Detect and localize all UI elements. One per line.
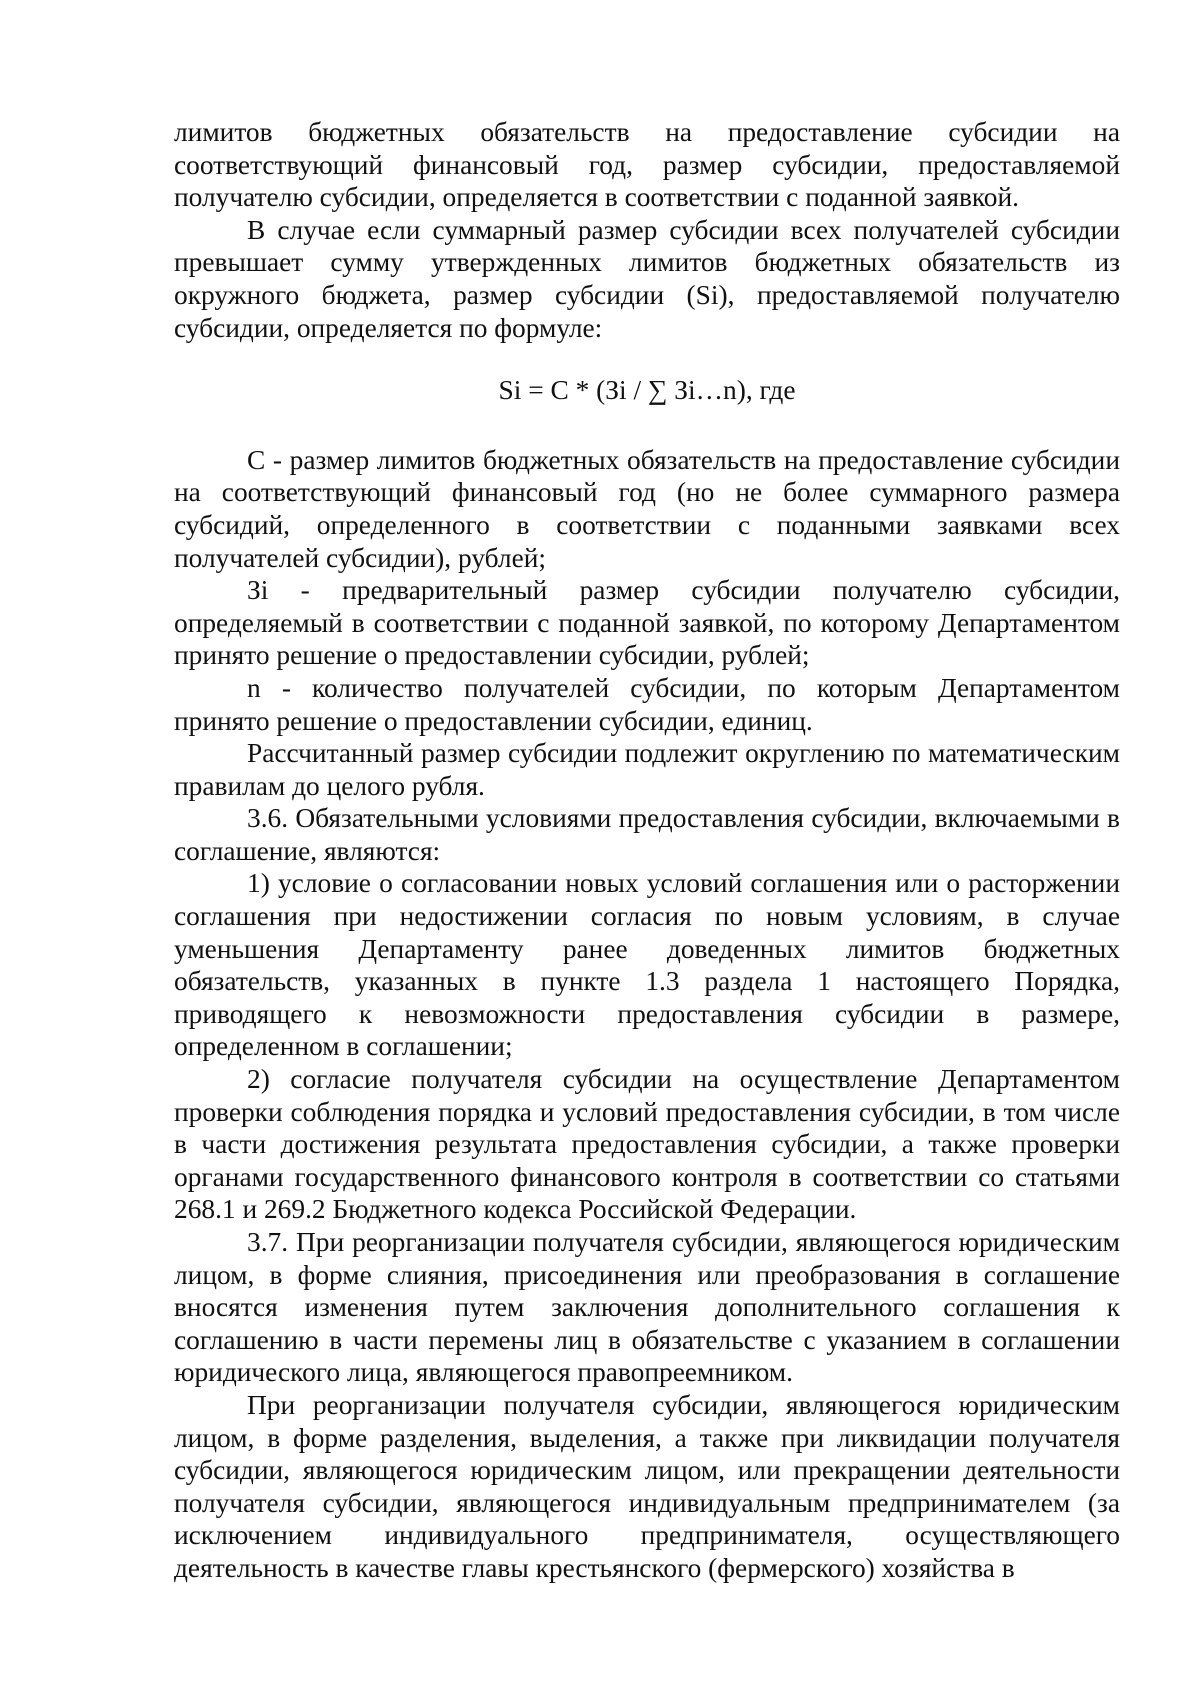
paragraph-condition-1: 1) условие о согласовании новых условий соглашения или о расторжении соглашения при недостижении согласия по новым условиям, в случае уменьшения Департаменту ранее доведенных лимитов бюджетных обязательств, указанных в пункте 1.3 раздела 1 настоящего Порядка, приводящего к невозможности предоставления субсидии в размере, определенном в соглашении; — [174, 868, 1120, 1062]
paragraph-zi-definition: Зi - предварительный размер субсидии получателю субсидии, определяемый в соответствии с поданной заявкой, по которому Департаментом принято решение о предоставлении субсидии, рублей; — [174, 575, 1120, 671]
paragraph-limits-continuation: лимитов бюджетных обязательств на предоставление субсидии на соответствующий финансовый год, размер субсидии, предоставляемой получателю субсидии, определяется в соответствии с поданной заявкой. — [174, 117, 1120, 213]
paragraph-rounding: Рассчитанный размер субсидии подлежит округлению по математическим правилам до целого рубля. — [174, 738, 1120, 801]
paragraph-n-definition: n - количество получателей субсидии, по которым Департаментом принято решение о предоставлении субсидии, единиц. — [174, 672, 1120, 736]
paragraph-3-7: 3.7. При реорганизации получателя субсидии, являющегося юридическим лицом, в форме слияния, присоединения или преобразования в соглашение вносятся изменения путем заключения дополнительного соглашения к соглашению в части перемены лиц в обязательстве с указанием в соглашении юридического лица, являющегося правопреемником. — [174, 1227, 1120, 1388]
paragraph-reorganization: При реорганизации получателя субсидии, являющегося юридическим лицом, в форме разделения, выделения, а также при ликвидации получателя субсидии, являющегося юридическим лицом, или прекращении деятельности получателя субсидии, являющегося индивидуальным предпринимателем (за исключением индивидуального предпринимателя, осуществляющего деятельность в качестве главы крестьянского (фермерского) хозяйства в — [174, 1389, 1120, 1583]
paragraph-total-exceeds: В случае если суммарный размер субсидии всех получателей субсидии превышает сумму утвержденных лимитов бюджетных обязательств из окружного бюджета, размер субсидии (Si), предоставляемой получателю субсидии, определяется по формуле: — [174, 214, 1120, 343]
paragraph-c-definition: C - размер лимитов бюджетных обязательств на предоставление субсидии на соответствующий финансовый год (но не более суммарного размера субсидий, определенного в соответствии с поданными заявками всех получателей субсидии), рублей; — [174, 444, 1120, 573]
paragraph-condition-2: 2) согласие получателя субсидии на осуществление Департаментом проверки соблюдения порядка и условий предоставления субсидии, в том числе в части достижения результата предоставления субсидии, а также проверки органами государственного финансового контроля в соответствии со статьями 268.1 и 269.2 Бюджетного кодекса Российской Федерации. — [174, 1064, 1120, 1225]
paragraph-3-6: 3.6. Обязательными условиями предоставления субсидии, включаемыми в соглашение, являются: — [174, 803, 1120, 866]
document-body — [174, 116, 1120, 1585]
formula: Si = C * (Зi / ∑ Зi…n), где — [498, 375, 796, 406]
